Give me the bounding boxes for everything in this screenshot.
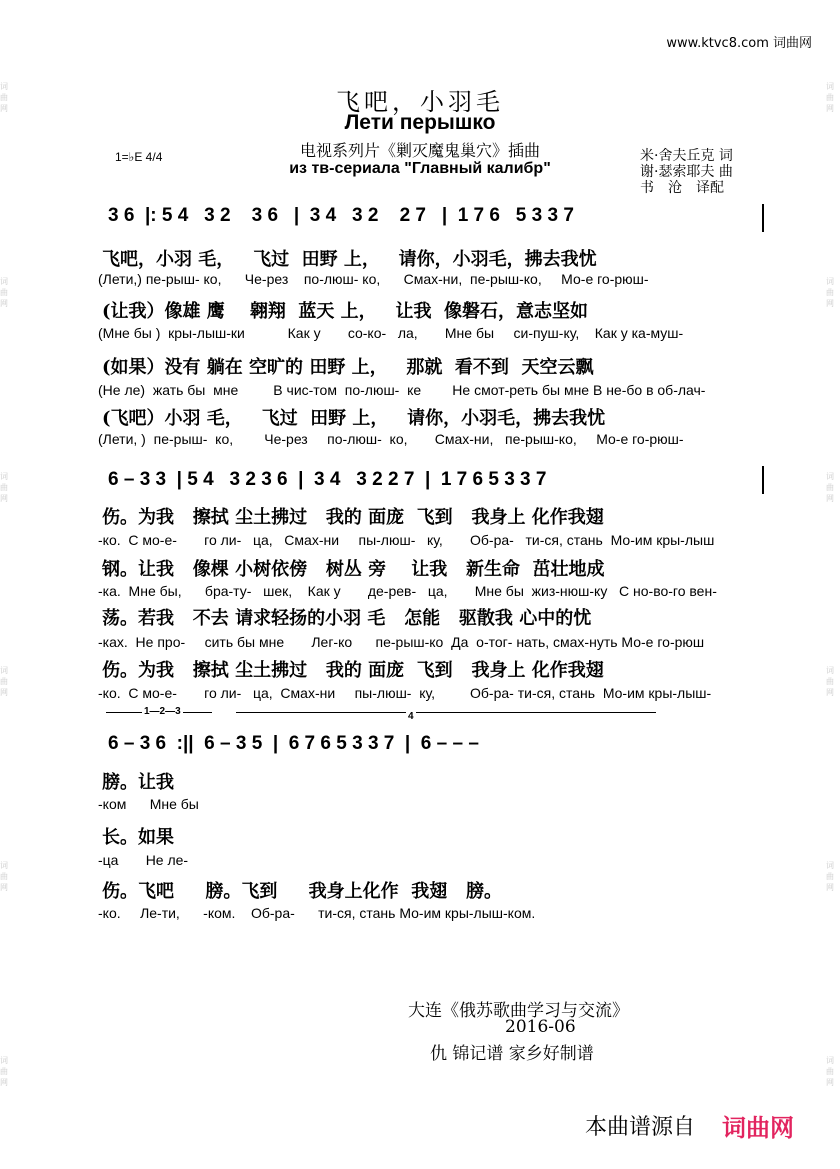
subtitle-russian: из тв-сериала "Главный калибр" [289,160,551,177]
lyric-cn: 膀。让我 [102,772,174,793]
lyric-cn: (飞吧）小羽 毛， 飞过 田野 上， 请你，小羽毛，拂去我忧 [102,408,606,429]
page-title-russian: Лети перышко [344,111,496,134]
lyric-cn: (如果）没有 躺在 空旷的 田野 上， 那就 看不到 天空云飘 [102,357,594,378]
lyric-cn: 长。如果 [102,827,174,848]
lyricist-credit: 米·舍夫丘克 词 [640,148,733,164]
watermark: 词曲网 [826,471,834,503]
watermark: 词曲网 [0,666,8,698]
lyric-cn: 飞吧，小羽 毛， 飞过 田野 上， 请你，小羽毛，拂去我忧 [102,249,597,270]
lyric-ru: (Мне бы ) кры-лыш-ки Как у со-ко- ла, Мне бы си-пуш-ку, Как у ка-муш- [98,325,684,341]
subtitle-chinese: 电视系列片《剿灭魔鬼巢穴》插曲 [299,141,540,160]
lyric-ru: -ках. Не про- сить бы мне Лег-ко пе-рыш-ко Да о-тог- нать, смах-нуть Мо-е го-рюш [98,634,705,650]
site-header: www.ktvc8.com 词曲网 [666,36,812,51]
watermark: 词曲网 [0,1056,8,1088]
watermark: 词曲网 [826,666,834,698]
lyric-ru: -ко. С мо-е- го ли- ца, Смах-ни пы-люш- ку, Об-ра- ти-ся, стань Мо-им кры-лыш- [98,685,712,701]
lyric-cn: (让我）像雄 鹰 翱翔 蓝天 上， 让我 像磐石，意志坚如 [102,301,588,322]
footer-credits: 仇 锦记谱 家乡好制谱 [430,1044,594,1064]
credits [640,148,733,196]
footer-source: 大连《俄苏歌曲学习与交流》 [408,1001,629,1021]
page-title: 飞吧，小羽毛 [336,88,504,116]
lyric-ru: -ко. Ле-ти, -ком. Об-ра- ти-ся, стань Мо-им кры-лыш-ком. [98,905,536,921]
lyric-cn: 伤。为我 擦拭 尘土拂过 我的 面庞 飞到 我身上 化作我翅 [102,507,604,528]
watermark: 词曲网 [826,276,834,308]
lyric-ru: -ком Мне бы [98,796,199,812]
watermark: 词曲网 [826,1056,834,1088]
watermark: 词曲网 [0,861,8,893]
first-ending-label: 1—2—3 [144,706,181,717]
lyric-ru: -ка. Мне бы, бра-ту- шек, Как у де-рев- ца, Мне бы жиз-нюш-ку С но-во-го вен- [98,583,717,599]
lyric-ru: (Лети,) пе-рыш- ко, Че-рез по-люш- ко, Смах-ни, пе-рыш-ко, Мо-е го-рюш- [98,271,649,287]
watermark: 词曲网 [0,81,8,113]
notation-line-2: 6 – 3 3 | 5 4 3 2 3 6 | 3 4 3 2 2 7 | 1 7 6 5 3 3 7 [108,469,547,490]
notation-line-3: 6 – 3 6 :|| 6 – 3 5 | 6 7 6 5 3 3 7 | 6 – – – [108,733,479,754]
second-ending-bracket [236,711,656,722]
watermark: 词曲网 [0,276,8,308]
lyric-cn: 钢。让我 像棵 小树依傍 树丛 旁 让我 新生命 茁壮地成 [102,559,605,580]
notation-line-1: 3 6 |: 5 4 3 2 3 6 | 3 4 3 2 2 7 | 1 7 6 5 3 3 7 [108,205,574,226]
source-site-link[interactable]: 词曲网 [722,1114,794,1142]
watermark: 词曲网 [826,861,834,893]
translator-credit: 书 沧 译配 [640,180,724,196]
first-ending-bracket [106,706,212,717]
lyric-cn: 伤。飞吧 膀。飞到 我身上化作 我翅 膀。 [102,881,502,902]
footer-date: 2016-06 [505,1017,576,1037]
watermark: 词曲网 [0,471,8,503]
lyric-ru: -ко. С мо-е- го ли- ца, Смах-ни пы-люш- ку, Об-ра- ти-ся, стань Мо-им кры-лыш [98,532,715,548]
lyric-ru: (Не ле) жать бы мне В чис-том по-люш- ке Не смот-реть бы мне В не-бо в об-лач- [98,382,706,398]
source-label: 本曲谱源自 [585,1115,696,1140]
bar-line [762,204,764,232]
key-signature: 1=♭E 4/4 [115,150,163,164]
watermark: 词曲网 [826,81,834,113]
lyric-cn: 伤。为我 擦拭 尘土拂过 我的 面庞 飞到 我身上 化作我翅 [102,660,604,681]
lyric-cn: 荡。若我 不去 请求轻扬的小羽 毛 怎能 驱散我 心中的忧 [102,608,592,629]
second-ending-label: 4 [408,711,414,722]
lyric-ru: -ца Не ле- [98,852,189,868]
composer-credit: 谢·瑟索耶夫 曲 [640,164,733,180]
bar-line [762,466,764,494]
lyric-ru: (Лети, ) пе-рыш- ко, Че-рез по-люш- ко, Смах-ни, пе-рыш-ко, Мо-е го-рюш- [98,431,684,447]
